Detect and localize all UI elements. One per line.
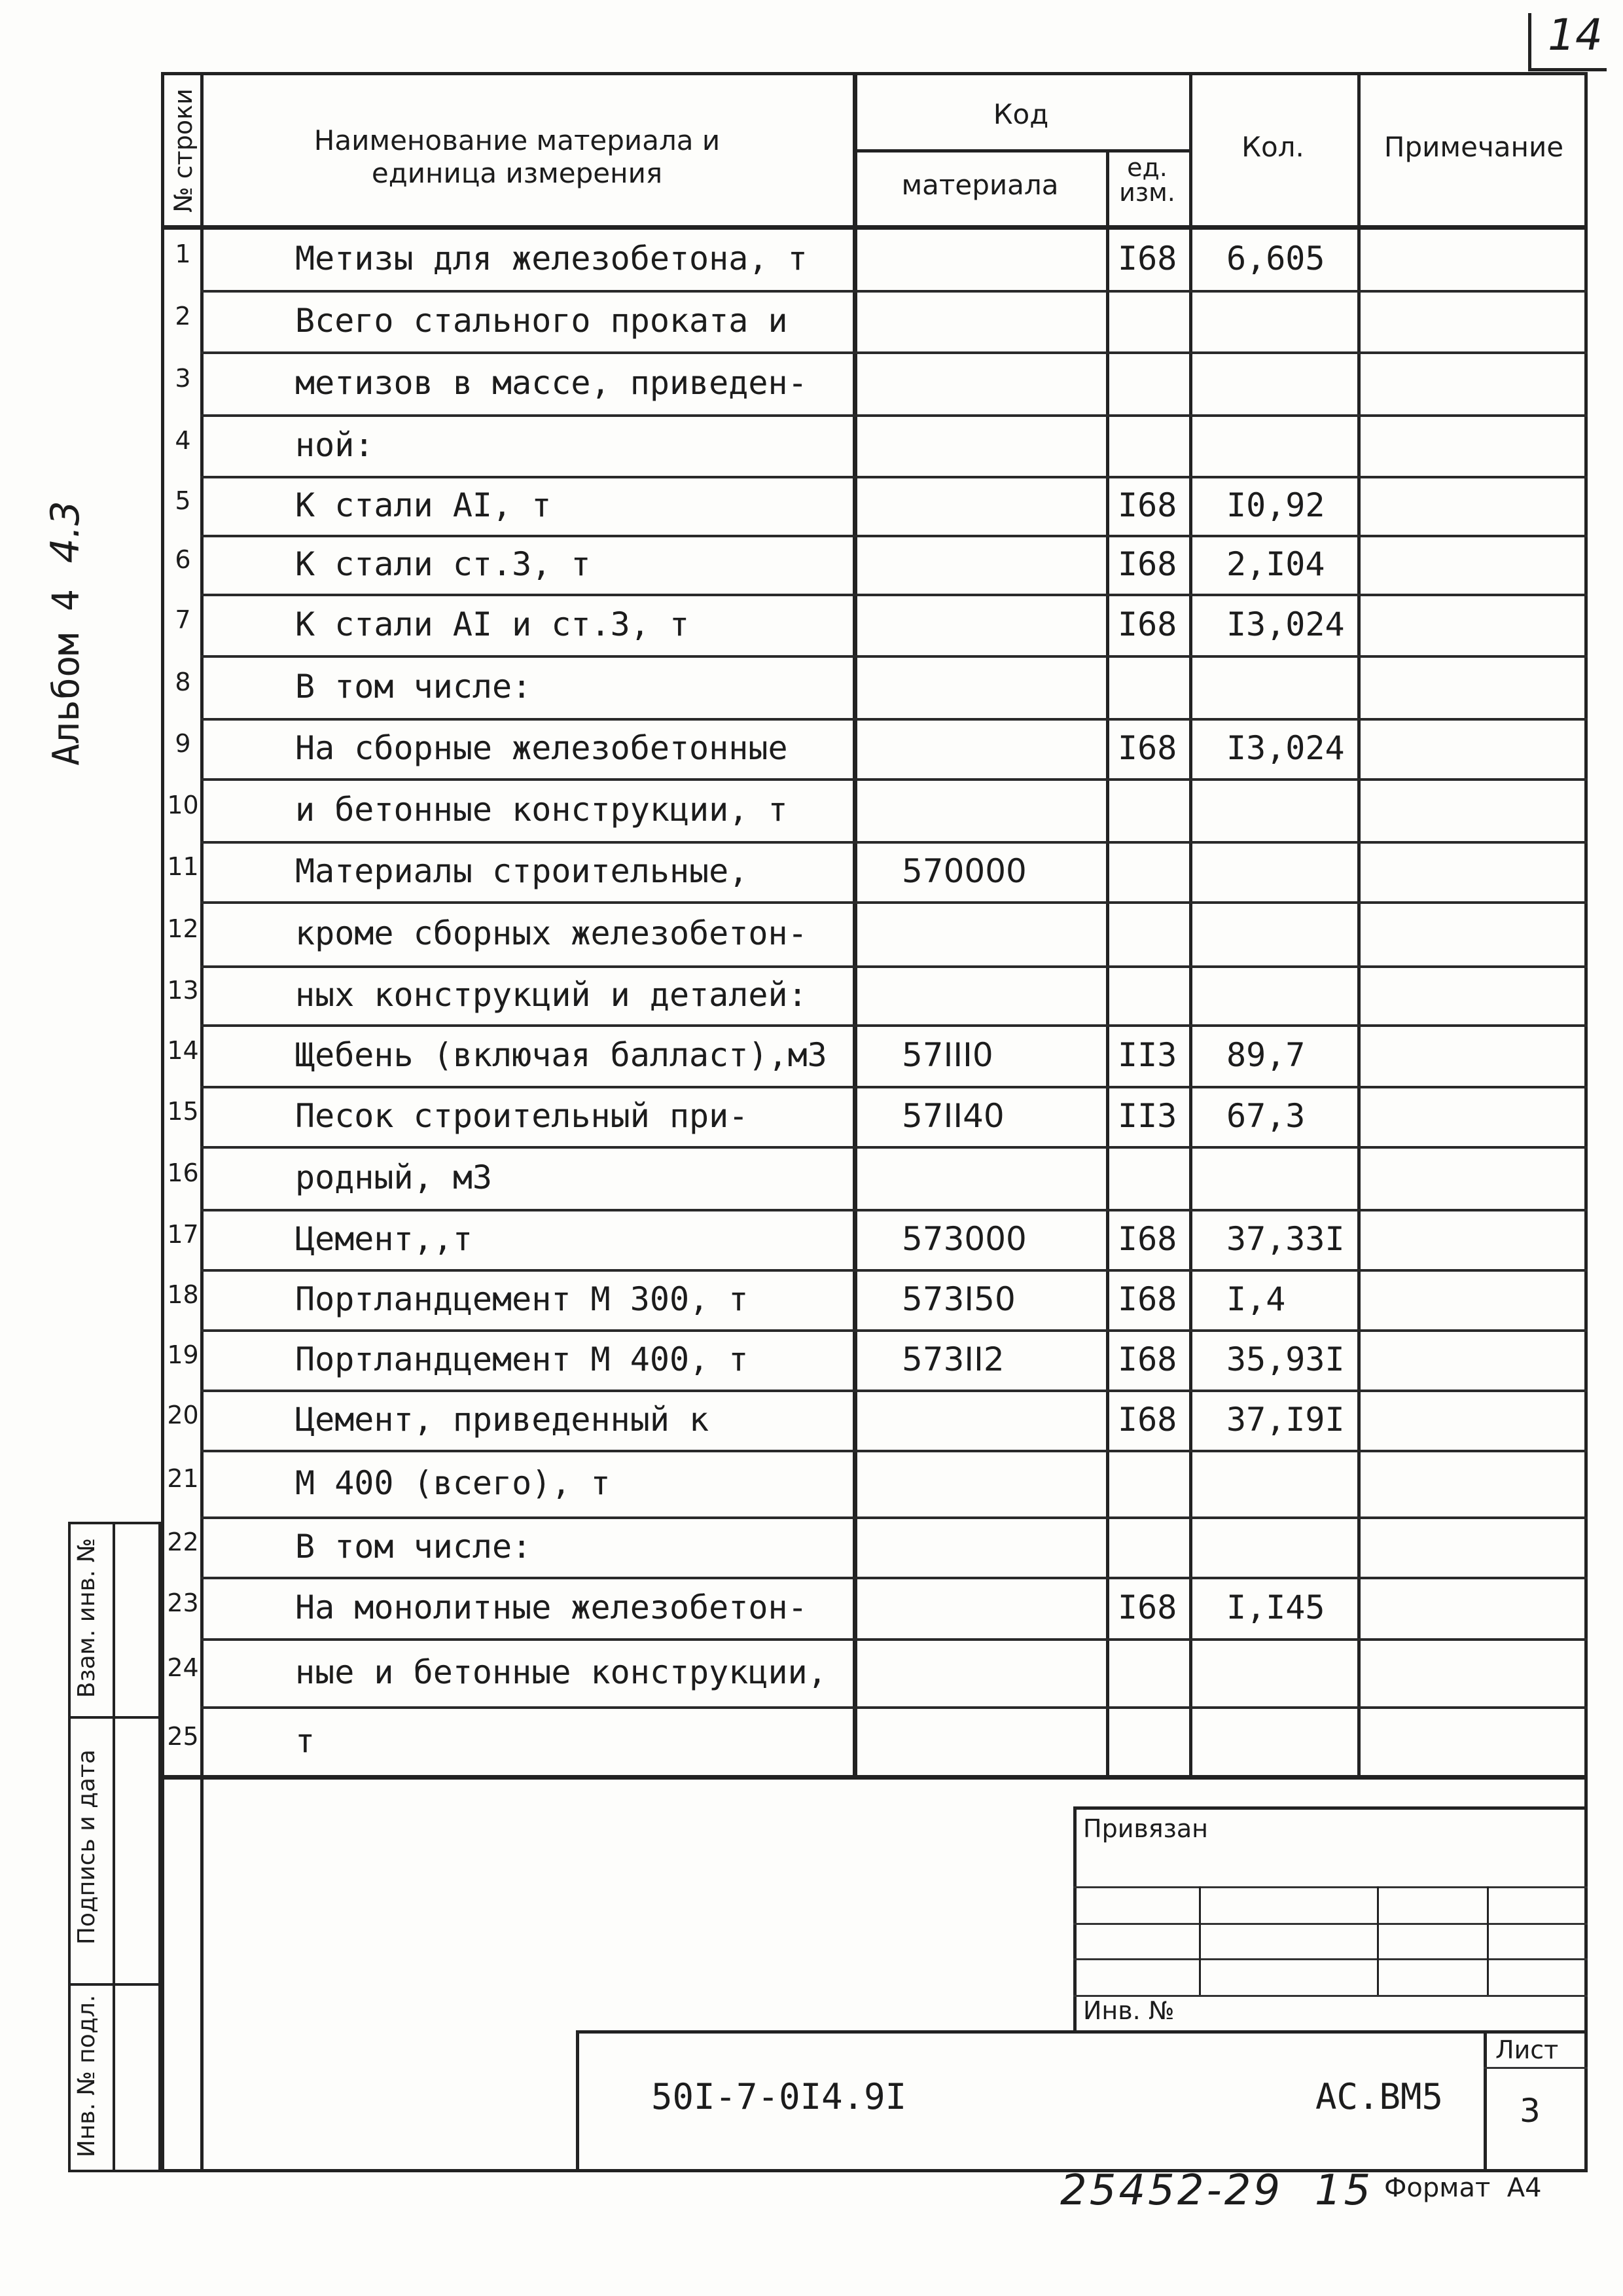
row-rule bbox=[200, 1146, 1588, 1149]
row-number: 10 bbox=[167, 791, 199, 819]
quantity: I,I45 bbox=[1226, 1588, 1325, 1626]
row-rule bbox=[200, 778, 1588, 781]
row-rule bbox=[200, 1209, 1588, 1211]
table-row bbox=[161, 1452, 1588, 1518]
row-number: 12 bbox=[167, 914, 199, 943]
quantity: I,4 bbox=[1226, 1280, 1286, 1318]
table-row bbox=[161, 1708, 1588, 1777]
row-rule bbox=[200, 901, 1588, 904]
table-row bbox=[161, 537, 1588, 596]
header-unit: ед. изм. bbox=[1119, 153, 1175, 207]
row-rule bbox=[200, 594, 1588, 596]
material-code: 573I50 bbox=[902, 1280, 1016, 1318]
table-row bbox=[161, 1088, 1588, 1148]
row-number: 18 bbox=[167, 1280, 199, 1309]
row-number: 3 bbox=[175, 364, 191, 393]
row-rule bbox=[200, 476, 1588, 478]
row-rule bbox=[200, 1706, 1588, 1709]
row-rule bbox=[200, 1024, 1588, 1027]
row-number: 24 bbox=[167, 1653, 199, 1682]
material-name: ные и бетонные конструкции, bbox=[295, 1653, 827, 1691]
header-name: Наименование материала и единица измерения bbox=[313, 124, 721, 189]
quantity: 37,I9I bbox=[1226, 1401, 1345, 1439]
album-label bbox=[43, 360, 88, 766]
table-row bbox=[161, 1148, 1588, 1211]
row-number: 23 bbox=[167, 1588, 199, 1617]
quantity: 35,93I bbox=[1226, 1340, 1345, 1378]
album-label-hand: 4.3 bbox=[43, 501, 88, 564]
row-rule bbox=[200, 414, 1588, 417]
material-code: 57II40 bbox=[902, 1097, 1005, 1135]
material-name: Метизы для железобетона, т bbox=[295, 240, 808, 278]
material-name: родный, м3 bbox=[295, 1158, 493, 1196]
page-mark: 14 bbox=[1548, 10, 1603, 60]
row-rule bbox=[200, 841, 1588, 844]
material-name: В том числе: bbox=[295, 668, 532, 706]
material-name: На монолитные железобетон- bbox=[295, 1588, 808, 1626]
privyazan-col-3 bbox=[1487, 1886, 1489, 1995]
material-name: К стали ст.3, т bbox=[295, 545, 591, 583]
doc-mark: АС.ВМ5 bbox=[1315, 2076, 1444, 2117]
table-row bbox=[161, 903, 1588, 967]
table-row bbox=[161, 1331, 1588, 1391]
unit-code: I68 bbox=[1118, 545, 1177, 583]
row-number: 13 bbox=[167, 976, 199, 1005]
header-code: Код bbox=[993, 98, 1049, 130]
row-number: 17 bbox=[167, 1220, 199, 1249]
material-name: На сборные железобетонные bbox=[295, 729, 788, 767]
quantity: I0,92 bbox=[1226, 486, 1325, 524]
table-row bbox=[161, 1579, 1588, 1640]
row-number: 11 bbox=[167, 852, 199, 881]
quantity: 37,33I bbox=[1226, 1220, 1345, 1258]
row-rule bbox=[200, 1516, 1588, 1519]
table-row bbox=[161, 657, 1588, 720]
side-stamp-vzam: Взам. инв. № bbox=[73, 1537, 100, 1698]
quantity: 6,605 bbox=[1226, 240, 1325, 278]
row-rule bbox=[200, 1329, 1588, 1332]
material-name: кроме сборных железобетон- bbox=[295, 914, 808, 952]
material-name: Цемент, приведенный к bbox=[295, 1401, 709, 1439]
quantity: I3,024 bbox=[1226, 605, 1345, 643]
row-rule bbox=[200, 1269, 1588, 1272]
row-rule bbox=[200, 1450, 1588, 1452]
table-row bbox=[161, 416, 1588, 478]
material-name: метизов в массе, приведен- bbox=[295, 364, 808, 402]
page-mark-rule bbox=[1528, 13, 1531, 69]
privyazan-label: Привязан bbox=[1083, 1814, 1208, 1843]
privyazan-col-2 bbox=[1377, 1886, 1379, 1995]
header-rownum: № строки bbox=[169, 88, 198, 213]
table-row bbox=[161, 229, 1588, 292]
header-code-divider bbox=[854, 149, 1189, 152]
table-row bbox=[161, 353, 1588, 416]
unit-code: I68 bbox=[1118, 1401, 1177, 1439]
unit-code: I68 bbox=[1118, 240, 1177, 278]
row-number: 7 bbox=[175, 605, 191, 634]
row-number: 22 bbox=[167, 1528, 199, 1556]
table-row bbox=[161, 1271, 1588, 1331]
unit-code: II3 bbox=[1118, 1036, 1177, 1074]
table-row bbox=[161, 596, 1588, 657]
quantity: 67,3 bbox=[1226, 1097, 1306, 1135]
privyazan-rule-1 bbox=[1073, 1886, 1588, 1888]
header-material: материала bbox=[901, 169, 1059, 201]
table-row bbox=[161, 843, 1588, 903]
row-number: 1 bbox=[175, 240, 191, 268]
table-row bbox=[161, 967, 1588, 1026]
row-rule bbox=[200, 1638, 1588, 1641]
row-rule bbox=[200, 1086, 1588, 1088]
page-mark-rule-h bbox=[1528, 68, 1607, 71]
table-row bbox=[161, 1026, 1588, 1088]
unit-code: II3 bbox=[1118, 1097, 1177, 1135]
material-name: Портландцемент М 300, т bbox=[295, 1280, 749, 1318]
material-name: ной: bbox=[295, 426, 374, 464]
material-code: 57III0 bbox=[902, 1036, 993, 1074]
row-rule bbox=[200, 1390, 1588, 1392]
table-row bbox=[161, 1518, 1588, 1579]
album-label-text: Альбом 4 bbox=[45, 589, 88, 766]
row-number: 21 bbox=[167, 1464, 199, 1493]
material-code: 573000 bbox=[902, 1220, 1027, 1258]
table-row bbox=[161, 780, 1588, 843]
material-name: М 400 (всего), т bbox=[295, 1464, 611, 1502]
material-name: и бетонные конструкции, т bbox=[295, 791, 788, 829]
side-stamp-divider bbox=[113, 1522, 115, 2172]
material-name: Всего стального проката и bbox=[295, 302, 788, 340]
row-rule bbox=[200, 965, 1588, 968]
table-row bbox=[161, 292, 1588, 353]
material-name: т bbox=[295, 1721, 315, 1760]
table-row bbox=[161, 478, 1588, 537]
code-block-left bbox=[576, 2030, 579, 2172]
row-rule bbox=[200, 351, 1588, 354]
material-name: Материалы строительные, bbox=[295, 852, 749, 890]
unit-code: I68 bbox=[1118, 1588, 1177, 1626]
row-number: 6 bbox=[175, 545, 191, 574]
unit-code: I68 bbox=[1118, 486, 1177, 524]
row-number: 5 bbox=[175, 486, 191, 515]
unit-code: I68 bbox=[1118, 1280, 1177, 1318]
header-note: Примечание bbox=[1383, 131, 1564, 163]
material-name: Цемент,,т bbox=[295, 1220, 473, 1258]
unit-code: I68 bbox=[1118, 605, 1177, 643]
row-number: 15 bbox=[167, 1097, 199, 1126]
row-number: 9 bbox=[175, 729, 191, 758]
row-rule bbox=[200, 290, 1588, 293]
table-row bbox=[161, 1391, 1588, 1452]
footer-hand-number: 25452-29 15 bbox=[1060, 2166, 1374, 2215]
list-label-rule bbox=[1484, 2067, 1588, 2069]
table-row bbox=[161, 720, 1588, 780]
doc-code: 50I-7-0I4.9I bbox=[651, 2076, 907, 2117]
row-rule bbox=[200, 535, 1588, 537]
material-code: 573II2 bbox=[902, 1340, 1005, 1378]
row-number: 20 bbox=[167, 1401, 199, 1429]
privyazan-rule-2 bbox=[1073, 1923, 1588, 1925]
material-name: Портландцемент М 400, т bbox=[295, 1340, 749, 1378]
list-number: 3 bbox=[1520, 2092, 1541, 2130]
header-qty: Кол. bbox=[1241, 131, 1304, 163]
privyazan-rule-3 bbox=[1073, 1958, 1588, 1960]
row-number: 25 bbox=[167, 1721, 199, 1751]
unit-code: I68 bbox=[1118, 1340, 1177, 1378]
quantity: 2,I04 bbox=[1226, 545, 1325, 583]
row-rule bbox=[200, 1577, 1588, 1579]
quantity: I3,024 bbox=[1226, 729, 1345, 767]
row-number: 2 bbox=[175, 302, 191, 331]
row-rule bbox=[200, 655, 1588, 658]
row-number: 16 bbox=[167, 1158, 199, 1187]
material-name: Песок строительный при- bbox=[295, 1097, 749, 1135]
row-number: 14 bbox=[167, 1036, 199, 1065]
row-number: 19 bbox=[167, 1340, 199, 1369]
list-col-line bbox=[1484, 2030, 1487, 2172]
side-stamp-podpis: Подпись и дата bbox=[73, 1749, 100, 1945]
unit-code: I68 bbox=[1118, 1220, 1177, 1258]
table-row bbox=[161, 1640, 1588, 1708]
quantity: 89,7 bbox=[1226, 1036, 1306, 1074]
row-rule bbox=[200, 718, 1588, 721]
inv-no-label: Инв. № bbox=[1083, 1996, 1175, 2025]
material-name: ных конструкций и деталей: bbox=[295, 976, 808, 1014]
code-block-top bbox=[576, 2030, 1588, 2034]
row-number: 4 bbox=[175, 426, 191, 455]
table-row bbox=[161, 1211, 1588, 1271]
privyazan-col-1 bbox=[1199, 1886, 1201, 1995]
unit-code: I68 bbox=[1118, 729, 1177, 767]
material-name: К стали AI, т bbox=[295, 486, 552, 524]
material-name: К стали AI и ст.3, т bbox=[295, 605, 690, 643]
footer-format: Формат А4 bbox=[1384, 2173, 1542, 2203]
material-name: В том числе: bbox=[295, 1528, 532, 1566]
material-name: Щебень (включая балласт),м3 bbox=[295, 1036, 827, 1074]
side-stamp-inv-podl: Инв. № подл. bbox=[73, 1994, 100, 2158]
material-code: 570000 bbox=[902, 852, 1027, 890]
row-number: 8 bbox=[175, 668, 191, 696]
list-label: Лист bbox=[1495, 2036, 1559, 2064]
